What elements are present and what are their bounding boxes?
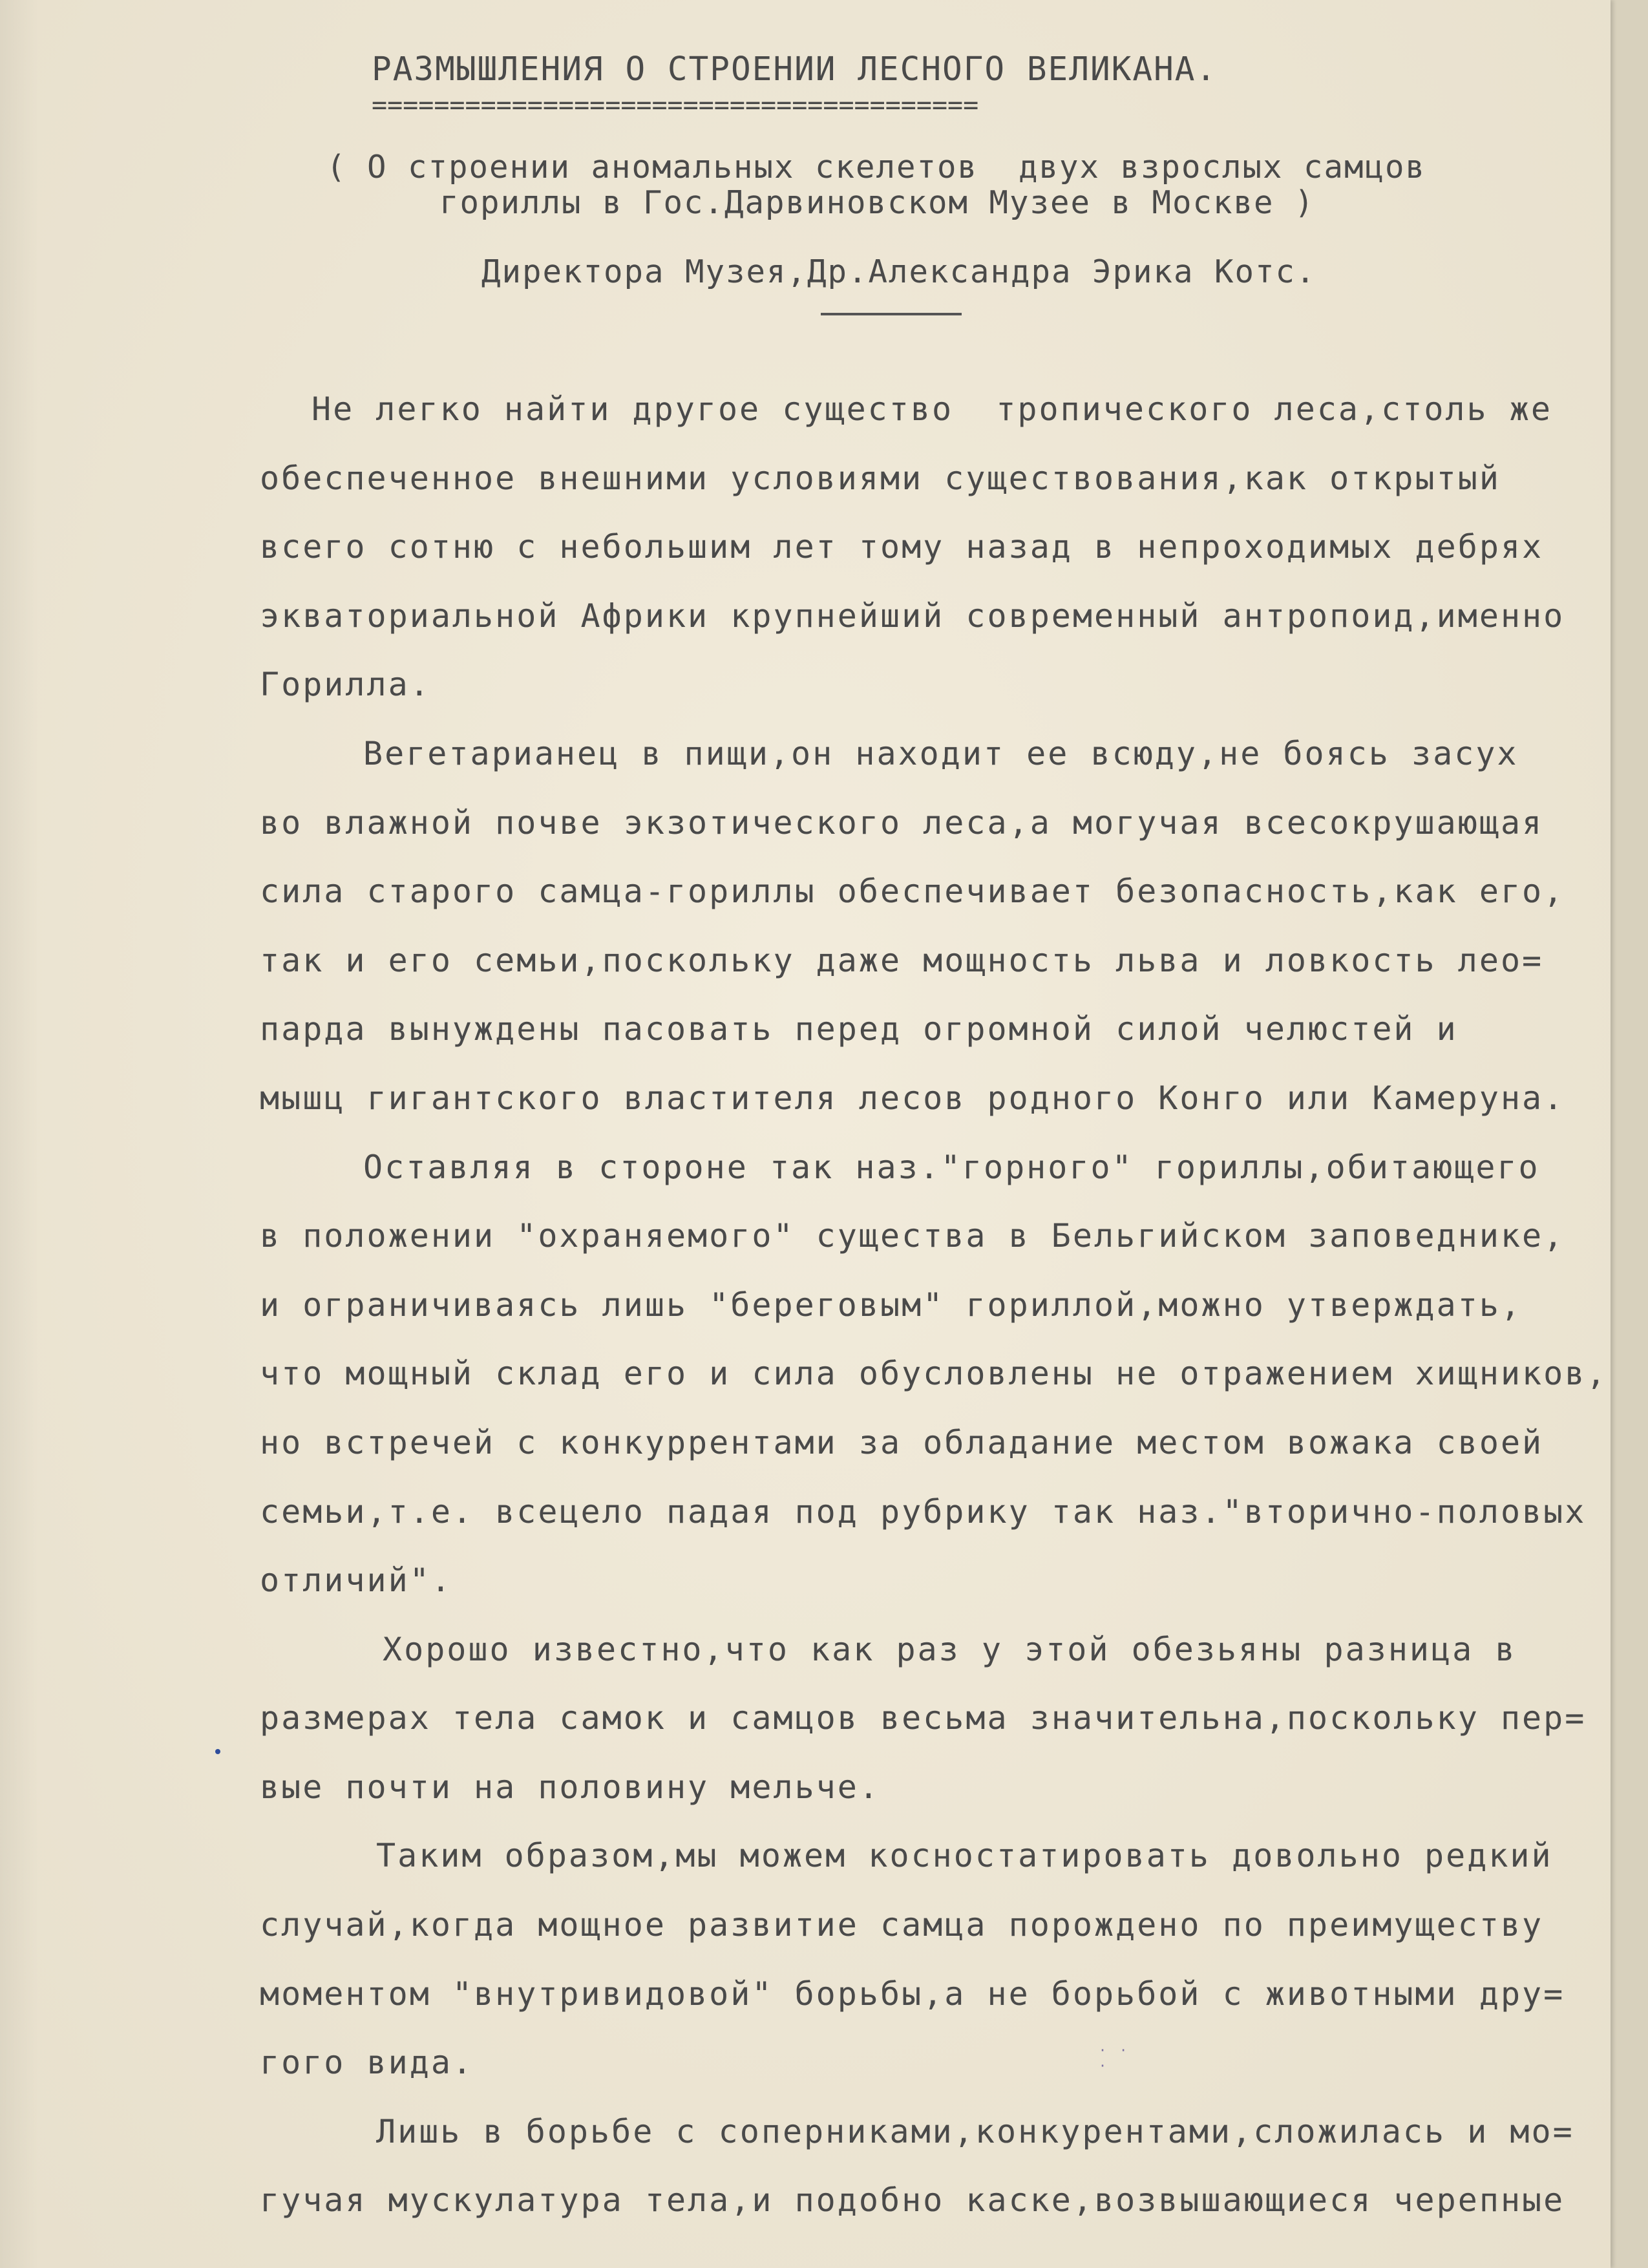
paragraph-3-line-2: в положении "охраняемого" существа в Бельгийском заповеднике, [260, 1217, 1565, 1255]
paragraph-1-line-4: экваториальной Африки крупнейший современный антропоид,именно [260, 597, 1565, 635]
paragraph-1-line-1: Не легко найти другое существо тропического леса,столь же [312, 390, 1552, 428]
paragraph-4-line-3: вые почти на половину мельче. [260, 1768, 880, 1806]
faint-ink-marks: · · · [1099, 2042, 1130, 2073]
title-underline: ======================================= [372, 90, 979, 120]
paragraph-4-line-1: Хорошо известно,что как раз у этой обезьяны разница в [383, 1630, 1517, 1668]
body-text [260, 375, 1611, 2235]
paragraph-3-line-1: Оставляя в стороне так наз."горного" гориллы,обитающего [363, 1148, 1540, 1186]
paragraph-3-line-6: семьи,т.е. всецело падая под рубрику так наз."вторично-половых [260, 1492, 1587, 1531]
margin-ink-dot [215, 1749, 220, 1754]
paragraph-2-line-3: сила старого самца-гориллы обеспечивает безопасность,как его, [260, 873, 1565, 911]
document-title: РАЗМЫШЛЕНИЯ О СТРОЕНИИ ЛЕСНОГО ВЕЛИКАНА. [372, 50, 1218, 89]
paragraph-3-line-5: но встречей с конкуррентами за обладание местом вожака своей [260, 1423, 1544, 1461]
paragraph-5-line-4: гого вида. [260, 2044, 474, 2082]
paragraph-1-line-5: Горилла. [260, 666, 431, 704]
paragraph-6-line-2: гучая мускулатура тела,и подобно каске,возвышающиеся черепные [260, 2181, 1565, 2220]
paragraph-3-line-3: и ограничиваясь лишь "береговым" гориллой,можно утверждать, [260, 1286, 1523, 1324]
paragraph-5-line-2: случай,когда мощное развитие самца порождено по преимуществу [260, 1906, 1544, 1944]
paragraph-2-line-4: так и его семьи,поскольку даже мощность льва и ловкость лео= [260, 941, 1544, 979]
paragraph-4-line-2: размерах тела самок и самцов весьма значительна,поскольку пер= [260, 1699, 1587, 1737]
author-line: Директора Музея,Др.Александра Эрика Котс. [481, 253, 1316, 290]
paragraph-1-line-2: обеспеченное внешними условиями существования,как открытый [260, 459, 1501, 497]
paragraph-5-line-1: Таким образом,мы можем косностатировать довольно редкий [376, 1837, 1553, 1875]
paragraph-2-line-5: парда вынуждены пасовать перед огромной силой челюстей и [260, 1010, 1458, 1048]
paragraph-1-line-3: всего сотню с небольшим лет тому назад в непроходимых дебрях [260, 528, 1544, 566]
paragraph-3-line-7: отличий". [260, 1562, 452, 1600]
subtitle-line-1: ( О строении аномальных скелетов двух взрослых самцов [326, 149, 1426, 185]
paragraph-2-line-2: во влажной почве экзотического леса,а могучая всесокрушающая [260, 803, 1544, 842]
paragraph-2-line-1: Вегетарианец в пищи,он находит ее всюду,не боясь засух [363, 734, 1519, 772]
paragraph-3-line-4: что мощный склад его и сила обусловлены не отражением хищников, [260, 1355, 1608, 1393]
author-divider [821, 313, 962, 315]
paragraph-2-line-6: мышц гигантского властителя лесов родного Конго или Камеруна. [260, 1079, 1565, 1117]
subtitle-line-2: гориллы в Гос.Дарвиновском Музее в Москве ) [439, 184, 1315, 221]
paragraph-6-line-1: Лишь в борьбе с соперниками,конкурентами,сложилась и мо= [376, 2112, 1574, 2150]
paragraph-5-line-3: моментом "внутривидовой" борьбы,а не борьбой с животными дру= [260, 1975, 1565, 2013]
